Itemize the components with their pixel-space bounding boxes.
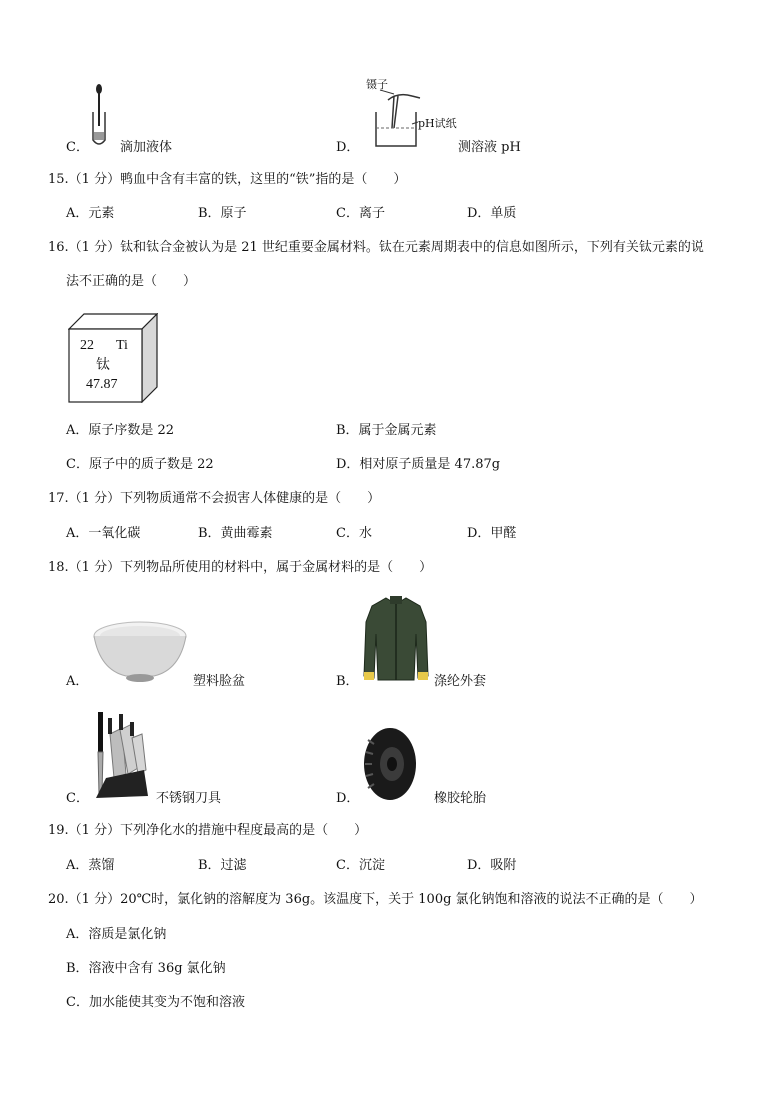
q17-option-b: B．黄曲霉素 bbox=[198, 526, 273, 541]
element-mass: 47.87 bbox=[86, 377, 118, 392]
element-symbol: Ti bbox=[116, 338, 128, 353]
q18-option-b-letter: B． bbox=[336, 674, 359, 689]
q17-stem: 17.（1 分）下列物质通常不会损害人体健康的是（ ） bbox=[48, 491, 381, 506]
q18-option-d-text: 橡胶轮胎 bbox=[434, 791, 487, 806]
q17-option-c: C．水 bbox=[336, 526, 372, 541]
q16-stem-line2: 法不正确的是（ ） bbox=[66, 274, 197, 289]
q18-option-c-letter: C． bbox=[66, 791, 89, 806]
q20-option-a: A．溶质是氯化钠 bbox=[66, 927, 167, 942]
element-name: 钛 bbox=[96, 357, 110, 373]
q20-option-c: C．加水能使其变为不饱和溶液 bbox=[66, 995, 245, 1010]
polyester-jacket-image bbox=[362, 594, 430, 684]
ph-paper-label: pH试纸 bbox=[418, 117, 457, 130]
q14-option-d-text: 测溶液 pH bbox=[458, 140, 521, 155]
q17-option-d: D．甲醛 bbox=[467, 526, 517, 541]
q18-option-d-letter: D． bbox=[336, 791, 360, 806]
q16-option-b: B．属于金属元素 bbox=[336, 423, 437, 438]
q16-option-c: C．原子中的质子数是 22 bbox=[66, 457, 214, 472]
q18-option-b-text: 涤纶外套 bbox=[434, 674, 487, 689]
q15-option-a: A．元素 bbox=[66, 206, 115, 221]
q19-stem: 19.（1 分）下列净化水的措施中程度最高的是（ ） bbox=[48, 823, 368, 838]
q15-option-c: C．离子 bbox=[336, 206, 385, 221]
q18-option-a-text: 塑料脸盆 bbox=[193, 674, 246, 689]
q18-option-a-letter: A． bbox=[66, 674, 89, 689]
q16-option-d: D．相对原子质量是 47.87g bbox=[336, 457, 501, 472]
element-card-titanium bbox=[68, 313, 158, 403]
q18-option-c-text: 不锈钢刀具 bbox=[156, 791, 222, 806]
element-number: 22 bbox=[80, 338, 94, 353]
q19-option-c: C．沉淀 bbox=[336, 858, 385, 873]
q19-option-b: B．过滤 bbox=[198, 858, 247, 873]
beaker-ph-figure bbox=[372, 88, 428, 152]
q14-option-d-letter: D． bbox=[336, 140, 360, 155]
q18-stem: 18.（1 分）下列物品所使用的材料中，属于金属材料的是（ ） bbox=[48, 560, 433, 575]
plastic-basin-image bbox=[90, 618, 190, 684]
q19-option-a: A．蒸馏 bbox=[66, 858, 115, 873]
q16-stem-line1: 16.（1 分）钛和钛合金被认为是 21 世纪重要金属材料。钛在元素周期表中的信息如图所示，下列有关钛元素的说 bbox=[48, 240, 704, 255]
q15-option-b: B．原子 bbox=[198, 206, 247, 221]
q15-option-d: D．单质 bbox=[467, 206, 517, 221]
q19-option-d: D．吸附 bbox=[467, 858, 517, 873]
rubber-tire-image bbox=[362, 726, 418, 802]
stainless-knives-image bbox=[92, 708, 152, 802]
q14-option-c-text: 滴加液体 bbox=[120, 140, 173, 155]
q17-option-a: A．一氧化碳 bbox=[66, 526, 141, 541]
q20-option-b: B．溶液中含有 36g 氯化钠 bbox=[66, 961, 226, 976]
q15-stem: 15.（1 分）鸭血中含有丰富的铁，这里的“铁”指的是（ ） bbox=[48, 172, 407, 187]
q14-option-c-letter: C． bbox=[66, 140, 89, 155]
dropper-tube-figure bbox=[88, 82, 110, 150]
q16-option-a: A．原子序数是 22 bbox=[66, 423, 175, 438]
tweezers-label: 镊子 bbox=[366, 78, 388, 91]
q20-stem: 20.（1 分）20℃时，氯化钠的溶解度为 36g。该温度下，关于 100g 氯化钠饱和溶液的说法不正确的是（ ） bbox=[48, 892, 703, 907]
